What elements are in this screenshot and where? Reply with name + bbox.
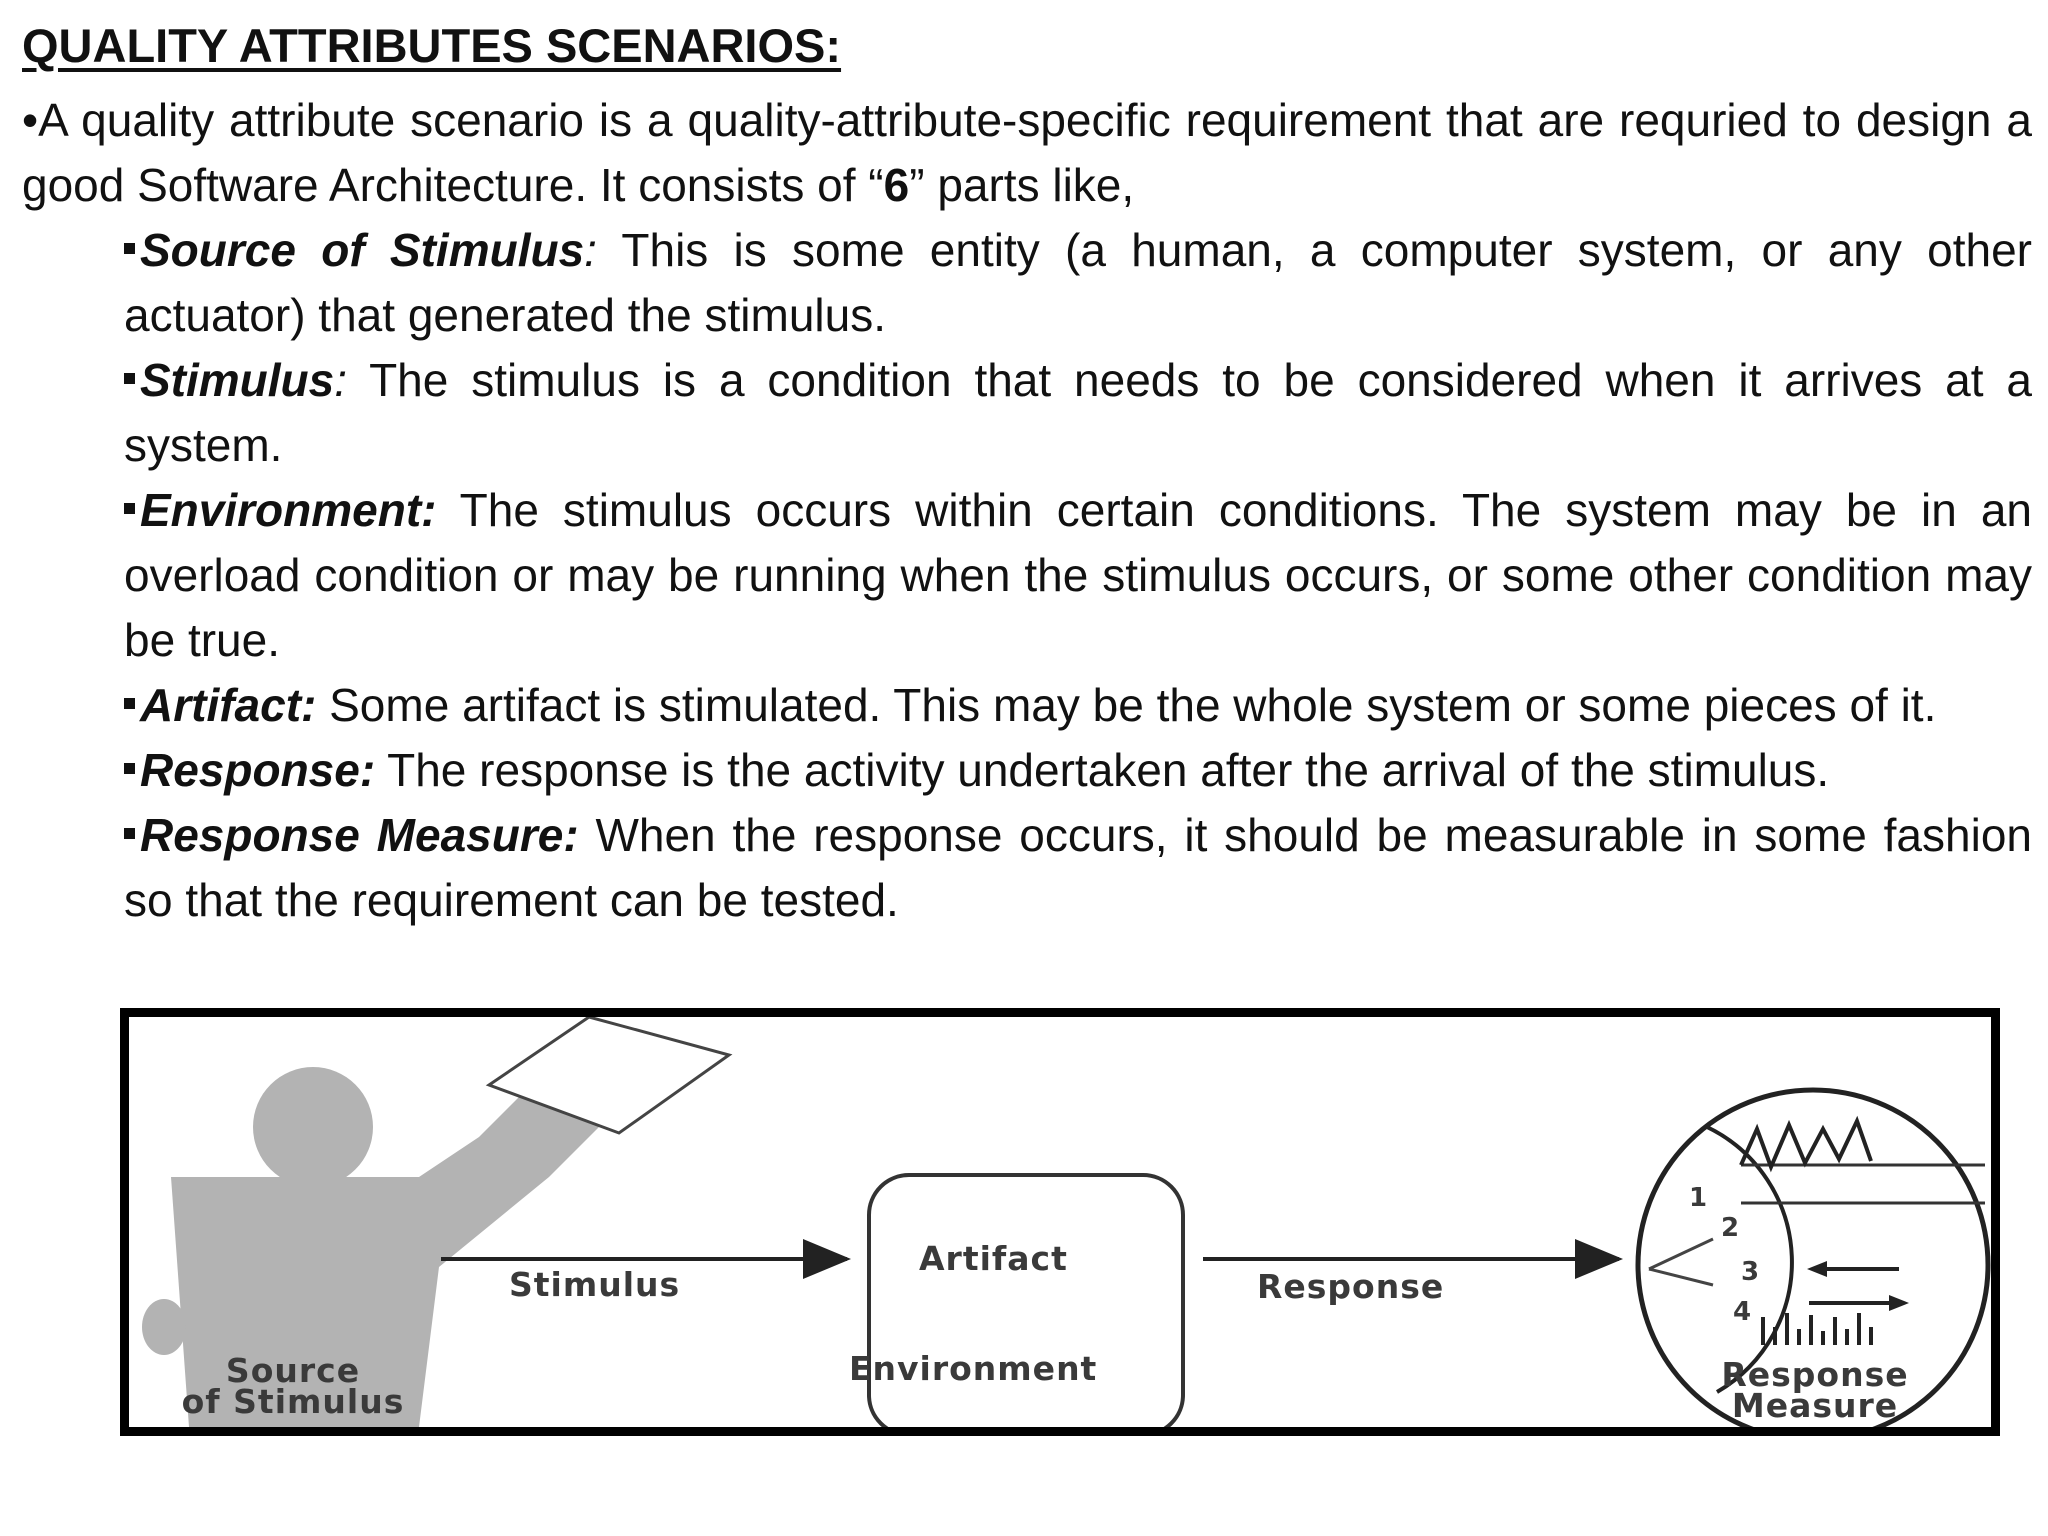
part-description: Some artifact is stimulated. This may be the whole system or some pieces of it. <box>316 679 1937 731</box>
part-artifact <box>124 673 2032 738</box>
source-label-line2: of Stimulus <box>181 1382 405 1421</box>
measure-label-line2: Measure <box>1731 1386 1899 1425</box>
source-label-line1: Source <box>225 1351 361 1390</box>
response-label: Response <box>1257 1267 1445 1306</box>
part-description: The response is the activity undertaken after the arrival of the stimulus. <box>375 744 1830 796</box>
response-measure-label <box>1675 1355 1955 1425</box>
part-term: Source of Stimulus <box>140 224 585 276</box>
gauge-number: 4 <box>1733 1297 1753 1327</box>
part-description: The stimulus is a condition that needs to be considered when it arrives at a system. <box>124 354 2032 471</box>
square-bullet-icon <box>124 763 135 774</box>
part-term: Stimulus <box>140 354 335 406</box>
artifact-box <box>869 1175 1183 1427</box>
gauge-number: 2 <box>1721 1213 1741 1243</box>
part-response-measure <box>124 803 2032 933</box>
scenario-parts-list <box>124 218 2032 933</box>
quality-scenario-diagram <box>120 1008 2000 1436</box>
part-description: This is some entity (a human, a computer system, or any other actuator) that generated the stimulus. <box>124 224 2032 341</box>
part-stimulus <box>124 348 2032 478</box>
source-of-stimulus-label <box>143 1351 443 1421</box>
page-title: QUALITY ATTRIBUTES SCENARIOS: <box>22 19 842 72</box>
square-bullet-icon <box>124 698 135 709</box>
intro-paragraph <box>22 88 2032 218</box>
square-bullet-icon <box>124 243 135 254</box>
part-term: Environment: <box>140 484 437 536</box>
environment-label: Environment <box>849 1349 1098 1388</box>
square-bullet-icon <box>124 828 135 839</box>
stimulus-label: Stimulus <box>509 1265 681 1304</box>
part-description: When the response occurs, it should be measurable in some fashion so that the requirement can be tested. <box>124 809 2032 926</box>
part-environment <box>124 478 2032 673</box>
part-description: The stimulus occurs within certain conditions. The system may be in an overload condition or may be running when the stimulus occurs, or some other condition may be true. <box>124 484 2032 666</box>
part-separator: : <box>584 224 597 276</box>
intro-count: 6 <box>883 159 910 211</box>
square-bullet-icon <box>124 503 135 514</box>
gauge-number: 1 <box>1689 1183 1709 1213</box>
gauge-number: 3 <box>1741 1257 1761 1287</box>
part-source-of-stimulus <box>124 218 2032 348</box>
part-term: Response: <box>140 744 376 796</box>
part-separator: : <box>334 354 348 406</box>
part-response <box>124 738 2032 803</box>
part-term: Artifact: <box>140 679 317 731</box>
square-bullet-icon <box>124 373 135 384</box>
intro-lead: •A quality attribute scenario is a quality-attribute-specific requirement that are requried to design a good Software Architecture. It consists of “ <box>22 94 2032 211</box>
measure-label-line1: Response <box>1721 1355 1909 1394</box>
artifact-label: Artifact <box>919 1239 1068 1278</box>
part-term: Response Measure: <box>140 809 579 861</box>
intro-tail: ” parts like, <box>909 159 1135 211</box>
